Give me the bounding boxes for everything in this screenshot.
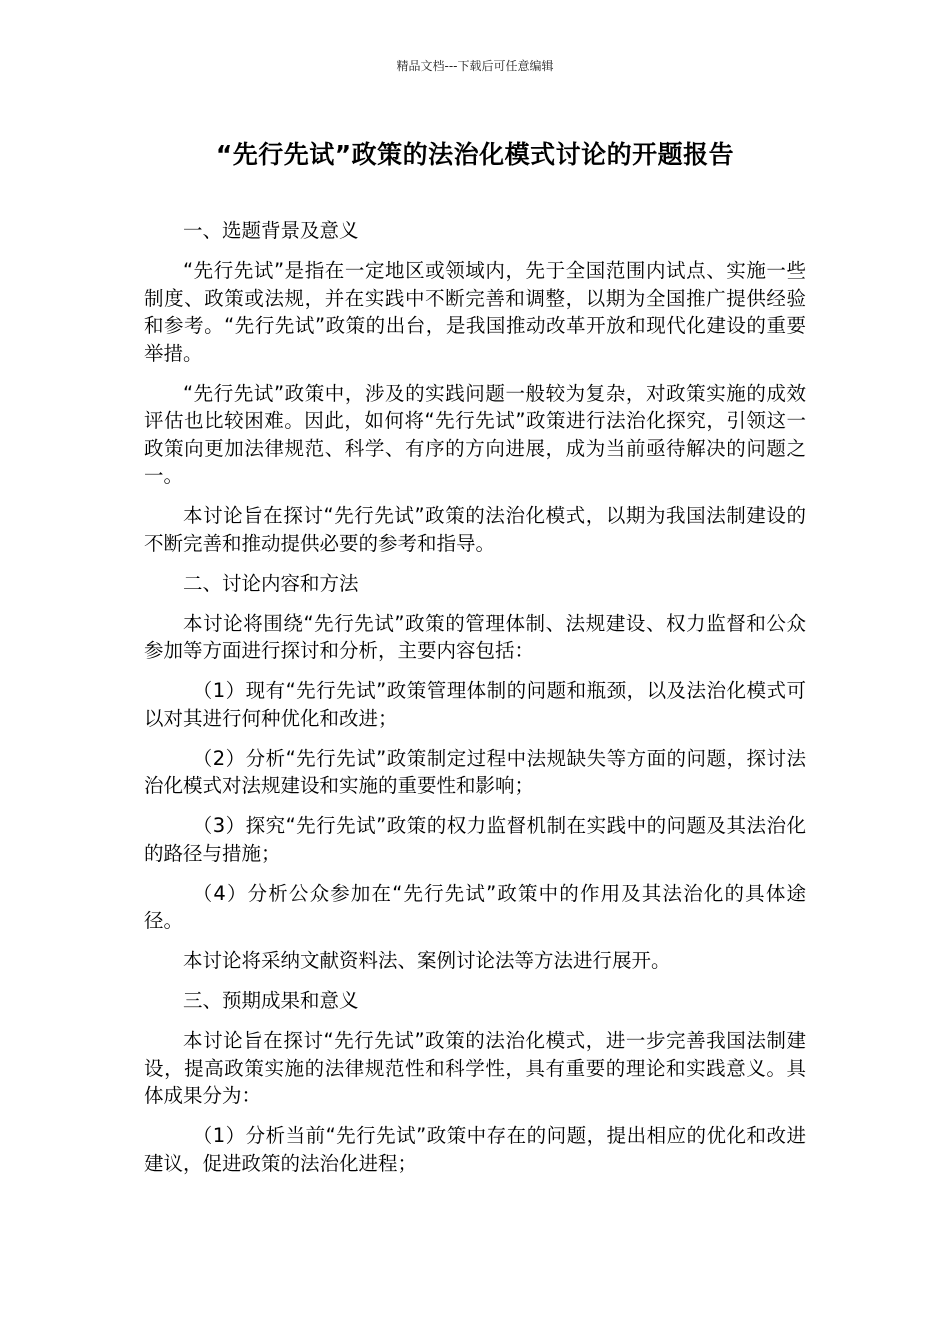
document-body bbox=[144, 217, 806, 1190]
paragraph-results-intro: 本讨论旨在探讨“先行先试”政策的法治化模式，进一步完善我国法制建设，提高政策实施的法律规范性和科学性，具有重要的理论和实践意义。具体成果分为： bbox=[144, 1029, 806, 1107]
paragraph-problem: “先行先试”政策中，涉及的实践问题一般较为复杂，对政策实施的成效评估也比较困难。因此，如何将“先行先试”政策进行法治化探究，引领这一政策向更加法律规范、科学、有序的方向进展，成为当前亟待解决的问题之一。 bbox=[144, 381, 806, 487]
content-list-item: （2）分析“先行先试”政策制定过程中法规缺失等方面的问题，探讨法治化模式对法规建设和实施的重要性和影响； bbox=[144, 746, 806, 797]
paragraph-methods: 本讨论将采纳文献资料法、案例讨论法等方法进行展开。 bbox=[183, 949, 671, 972]
content-list-item: （3）探究“先行先试”政策的权力监督机制在实践中的问题及其法治化的路径与措施； bbox=[144, 814, 806, 865]
content-list-item: （1）现有“先行先试”政策管理体制的问题和瓶颈，以及法治化模式可以对其进行何种优化和改进； bbox=[144, 679, 806, 730]
results-list-item: （1）分析当前“先行先试”政策中存在的问题，提出相应的优化和改进建议，促进政策的法治化进程； bbox=[144, 1124, 806, 1175]
section-heading-content-methods: 二、讨论内容和方法 bbox=[183, 571, 359, 595]
document-title: “先行先试”政策的法治化模式讨论的开题报告 bbox=[215, 140, 735, 169]
header-note: 精品文档---下载后可任意编辑 bbox=[396, 59, 554, 73]
paragraph-purpose: 本讨论旨在探讨“先行先试”政策的法治化模式，以期为我国法制建设的不断完善和推动提供必要的参考和指导。 bbox=[144, 504, 806, 555]
content-list-item: （4）分析公众参加在“先行先试”政策中的作用及其法治化的具体途径。 bbox=[144, 881, 806, 932]
paragraph-definition: “先行先试”是指在一定地区或领域内，先于全国范围内试点、实施一些制度、政策或法规，并在实践中不断完善和调整，以期为全国推广提供经验和参考。“先行先试”政策的出台，是我国推动改革开放和现代化建设的重要举措。 bbox=[144, 259, 806, 365]
section-heading-background: 一、选题背景及意义 bbox=[183, 219, 359, 242]
section-heading-expected-results: 三、预期成果和意义 bbox=[183, 989, 359, 1012]
paragraph-content-intro: 本讨论将围绕“先行先试”政策的管理体制、法规建设、权力监督和公众参加等方面进行探讨和分析，主要内容包括： bbox=[144, 611, 806, 662]
